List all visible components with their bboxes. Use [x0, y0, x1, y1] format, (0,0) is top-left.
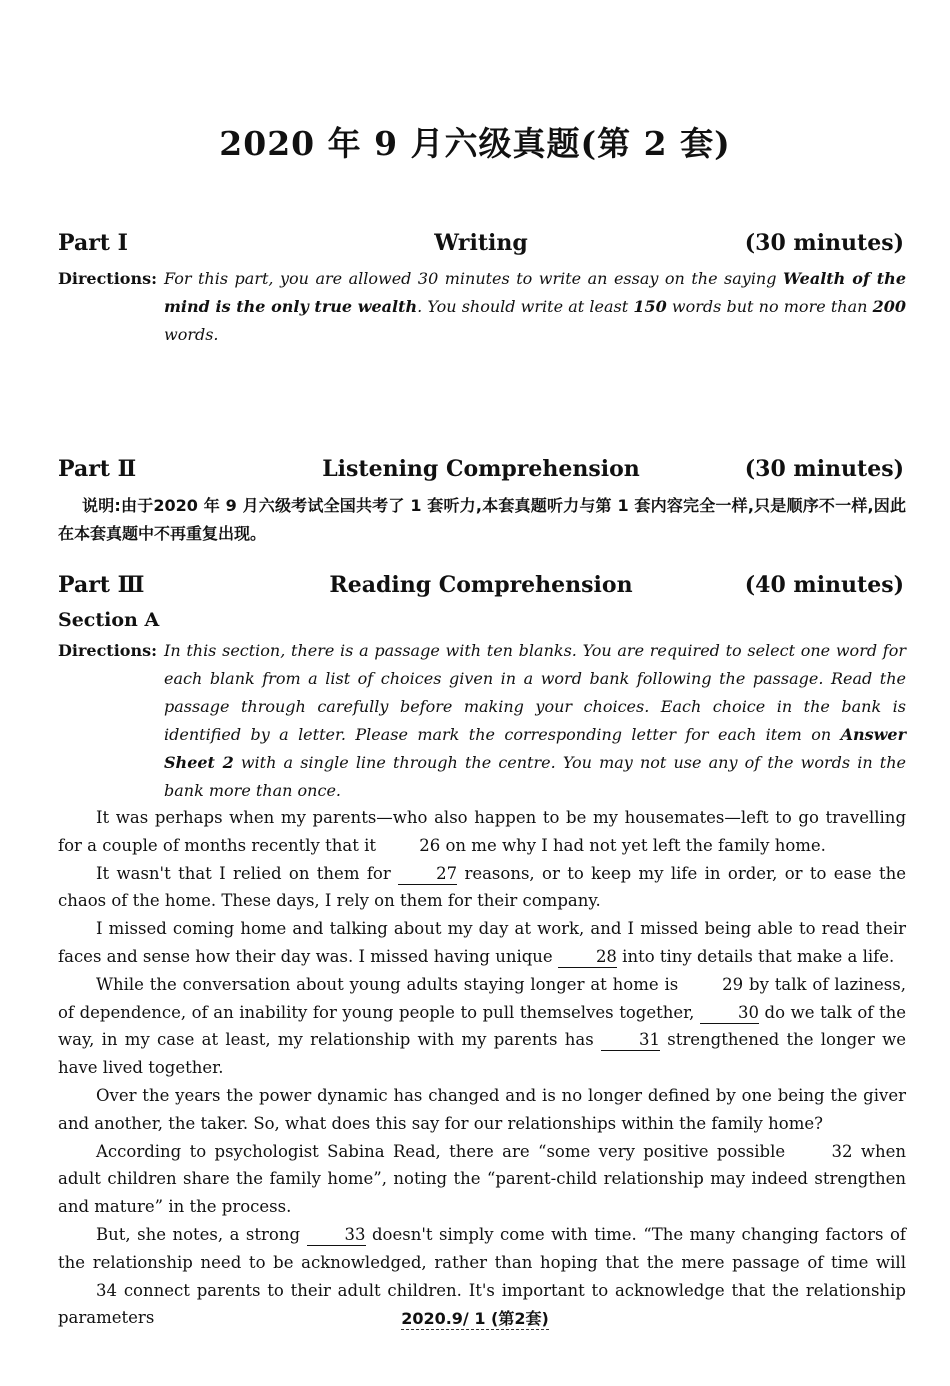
part3-header: [58, 572, 904, 602]
paragraph-4: While the conversation about young adults staying longer at home is 29 by talk of laziness, of dependence, of an inability for young people to pull themselves together, 30 do we talk of the way, in my case at least, my relationship with my parents has 31 strengthened the longer we have lived together.: [58, 971, 906, 1082]
part2-time: (30 minutes): [744, 456, 904, 482]
part1-name: Part Ⅰ: [58, 230, 128, 256]
section-a-heading: Section A: [58, 609, 160, 631]
part1-header: [58, 230, 904, 260]
part3-name: Part Ⅲ: [58, 572, 145, 598]
part2-note: 说明:由于2020 年 9 月六级考试全国共考了 1 套听力,本套真题听力与第 1 套内容完全一样,只是顺序不一样,因此在本套真题中不再重复出现。: [58, 496, 906, 543]
blank-32: 32: [831, 1141, 853, 1161]
blank-29: 29: [722, 974, 744, 994]
blank-31: 31: [601, 1030, 660, 1051]
part2-name: Part Ⅱ: [58, 456, 137, 482]
part1-time: (30 minutes): [744, 230, 904, 256]
reading-passage: [58, 804, 906, 1332]
blank-27: 27: [398, 864, 457, 885]
page-number: 2020.9/ 1 (第2套): [401, 1309, 549, 1328]
part1-directions: [58, 265, 906, 349]
part2-header: [58, 456, 904, 486]
part3-time: (40 minutes): [744, 572, 904, 598]
directions-label: Directions:: [58, 641, 157, 660]
directions-text: In this section, there is a passage with ten blanks. You are required to select one word for each blank from a list of choices given in a word bank following the passage. Read the passage through carefully before making your choices. Each choice in the bank is identified by a letter. Please mark the corresponding letter for each item on Answer Sheet 2 with a single line through the centre. You may not use any of the words in the bank more than once.: [164, 641, 907, 800]
paragraph-2: It wasn't that I relied on them for 27 reasons, or to keep my life in order, or to ease the chaos of the home. These days, I rely on them for their company.: [58, 863, 906, 911]
paragraph-6: According to psychologist Sabina Read, there are “some very positive possible 32 when adult children share the family home”, noting the “parent-child relationship may indeed strengthen and mature” in the process.: [58, 1138, 906, 1221]
blank-30: 30: [700, 1003, 759, 1024]
part2-title: Listening Comprehension: [322, 456, 640, 482]
part1-title: Writing: [434, 230, 528, 256]
page-footer: [0, 1306, 950, 1329]
paragraph-7: But, she notes, a strong 33 doesn't simply come with time. “The many changing factors of the relationship need to be acknowledged, rather than hoping that the mere passage of time will 34 connect parents to their adult children. It's important to acknowledge that the relationship parameters: [58, 1224, 906, 1328]
blank-28: 28: [558, 947, 617, 968]
paragraph-5: Over the years the power dynamic has changed and is no longer defined by one being the giver and another, the taker. So, what does this say for our relationships within the family home?: [58, 1085, 906, 1133]
paragraph-3: I missed coming home and talking about my day at work, and I missed being able to read their faces and sense how their day was. I missed having unique 28 into tiny details that make a life.: [58, 919, 906, 966]
blank-34: 34: [96, 1280, 117, 1300]
directions-text: For this part, you are allowed 30 minutes to write an essay on the saying Wealth of the mind is the only true wealth. You should write at least 150 words but no more than 200 words.: [164, 269, 907, 344]
page-title: 2020 年 9 月六级真题(第 2 套): [219, 124, 731, 163]
directions-label: Directions:: [58, 269, 157, 288]
blank-26: 26: [419, 835, 441, 855]
part3-directions: [58, 637, 906, 805]
paragraph-1: It was perhaps when my parents—who also happen to be my housemates—left to go travelling for a couple of months recently that it 26 on me why I had not yet left the family home.: [58, 804, 906, 860]
blank-33: 33: [307, 1225, 366, 1246]
part3-title: Reading Comprehension: [329, 572, 633, 598]
